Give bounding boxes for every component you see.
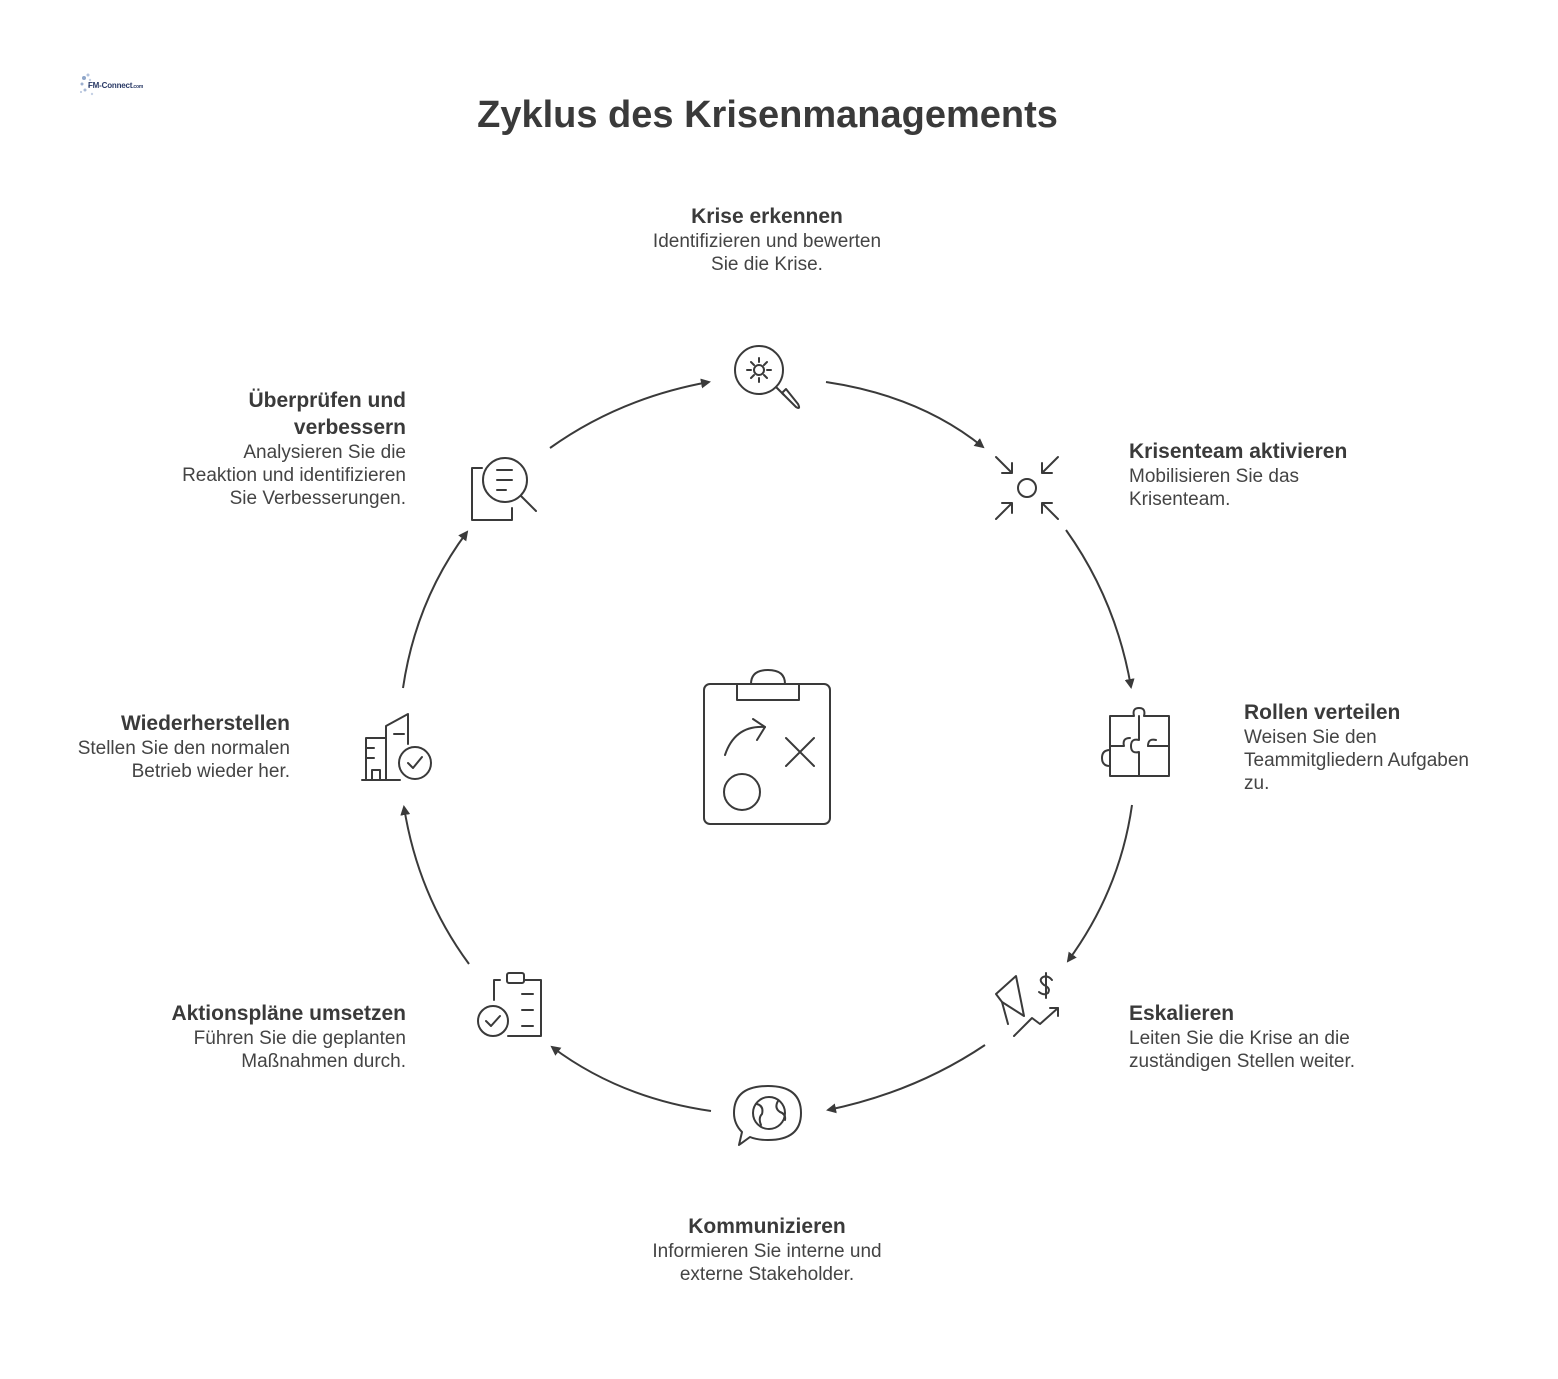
cycle-arrow	[404, 807, 469, 964]
step-description: Leiten Sie die Krise an die zuständigen Stellen weiter.	[1129, 1028, 1356, 1072]
strategy-clipboard-icon	[704, 670, 830, 824]
step-title: Eskalieren	[1129, 1002, 1235, 1025]
step-description: Analysieren Sie die Reaktion und identifizieren Sie Verbesserungen.	[182, 442, 406, 509]
step-description: Identifizieren und bewerten Sie die Krise.	[652, 231, 882, 275]
buildings-check-icon	[362, 714, 431, 780]
step-title: Wiederherstellen	[120, 712, 290, 735]
converging-arrows-icon	[996, 457, 1058, 519]
cycle-arrow	[552, 1047, 711, 1111]
step-1-label	[597, 203, 937, 276]
step-5-label	[597, 1213, 937, 1286]
megaphone-dollar-trend-icon	[996, 973, 1058, 1036]
step-description: Führen Sie die geplanten Maßnahmen durch.	[193, 1028, 406, 1072]
step-description: Weisen Sie den Teammitgliedern Aufgaben zu.	[1244, 727, 1469, 794]
step-title: Kommunizieren	[688, 1215, 846, 1238]
step-title: Rollen verteilen	[1244, 701, 1401, 724]
step-title: Überprüfen und verbessern	[248, 389, 406, 439]
cycle-arrow	[1066, 530, 1131, 687]
step-description: Stellen Sie den normalen Betrieb wieder her.	[77, 738, 290, 782]
puzzle-icon	[1102, 708, 1169, 776]
clipboard-check-icon	[478, 973, 541, 1036]
step-8-label	[66, 387, 406, 510]
logo-text: FM-Connect.com	[88, 81, 144, 90]
cycle-arrow	[828, 1045, 985, 1110]
gear-magnifier-icon	[735, 346, 799, 408]
cycle-arrow	[826, 382, 983, 447]
step-2-label	[1129, 438, 1469, 511]
step-title: Krise erkennen	[691, 205, 843, 228]
step-7-label	[0, 710, 290, 783]
step-4-label	[1129, 1000, 1469, 1073]
step-title: Krisenteam aktivieren	[1129, 440, 1348, 463]
step-title: Aktionspläne umsetzen	[171, 1002, 406, 1025]
globe-speech-bubble-icon	[734, 1086, 801, 1145]
cycle-arrow	[550, 382, 709, 448]
cycle-arrow	[1068, 805, 1132, 961]
step-3-label	[1244, 699, 1544, 795]
cycle-arrow	[403, 532, 467, 688]
page-title: Zyklus des Krisenmanagements	[477, 94, 1058, 136]
step-6-label	[66, 1000, 406, 1073]
document-magnifier-icon	[472, 458, 536, 520]
step-description: Informieren Sie interne und externe Stakeholder.	[652, 1241, 882, 1285]
step-description: Mobilisieren Sie das Krisenteam.	[1129, 466, 1300, 510]
